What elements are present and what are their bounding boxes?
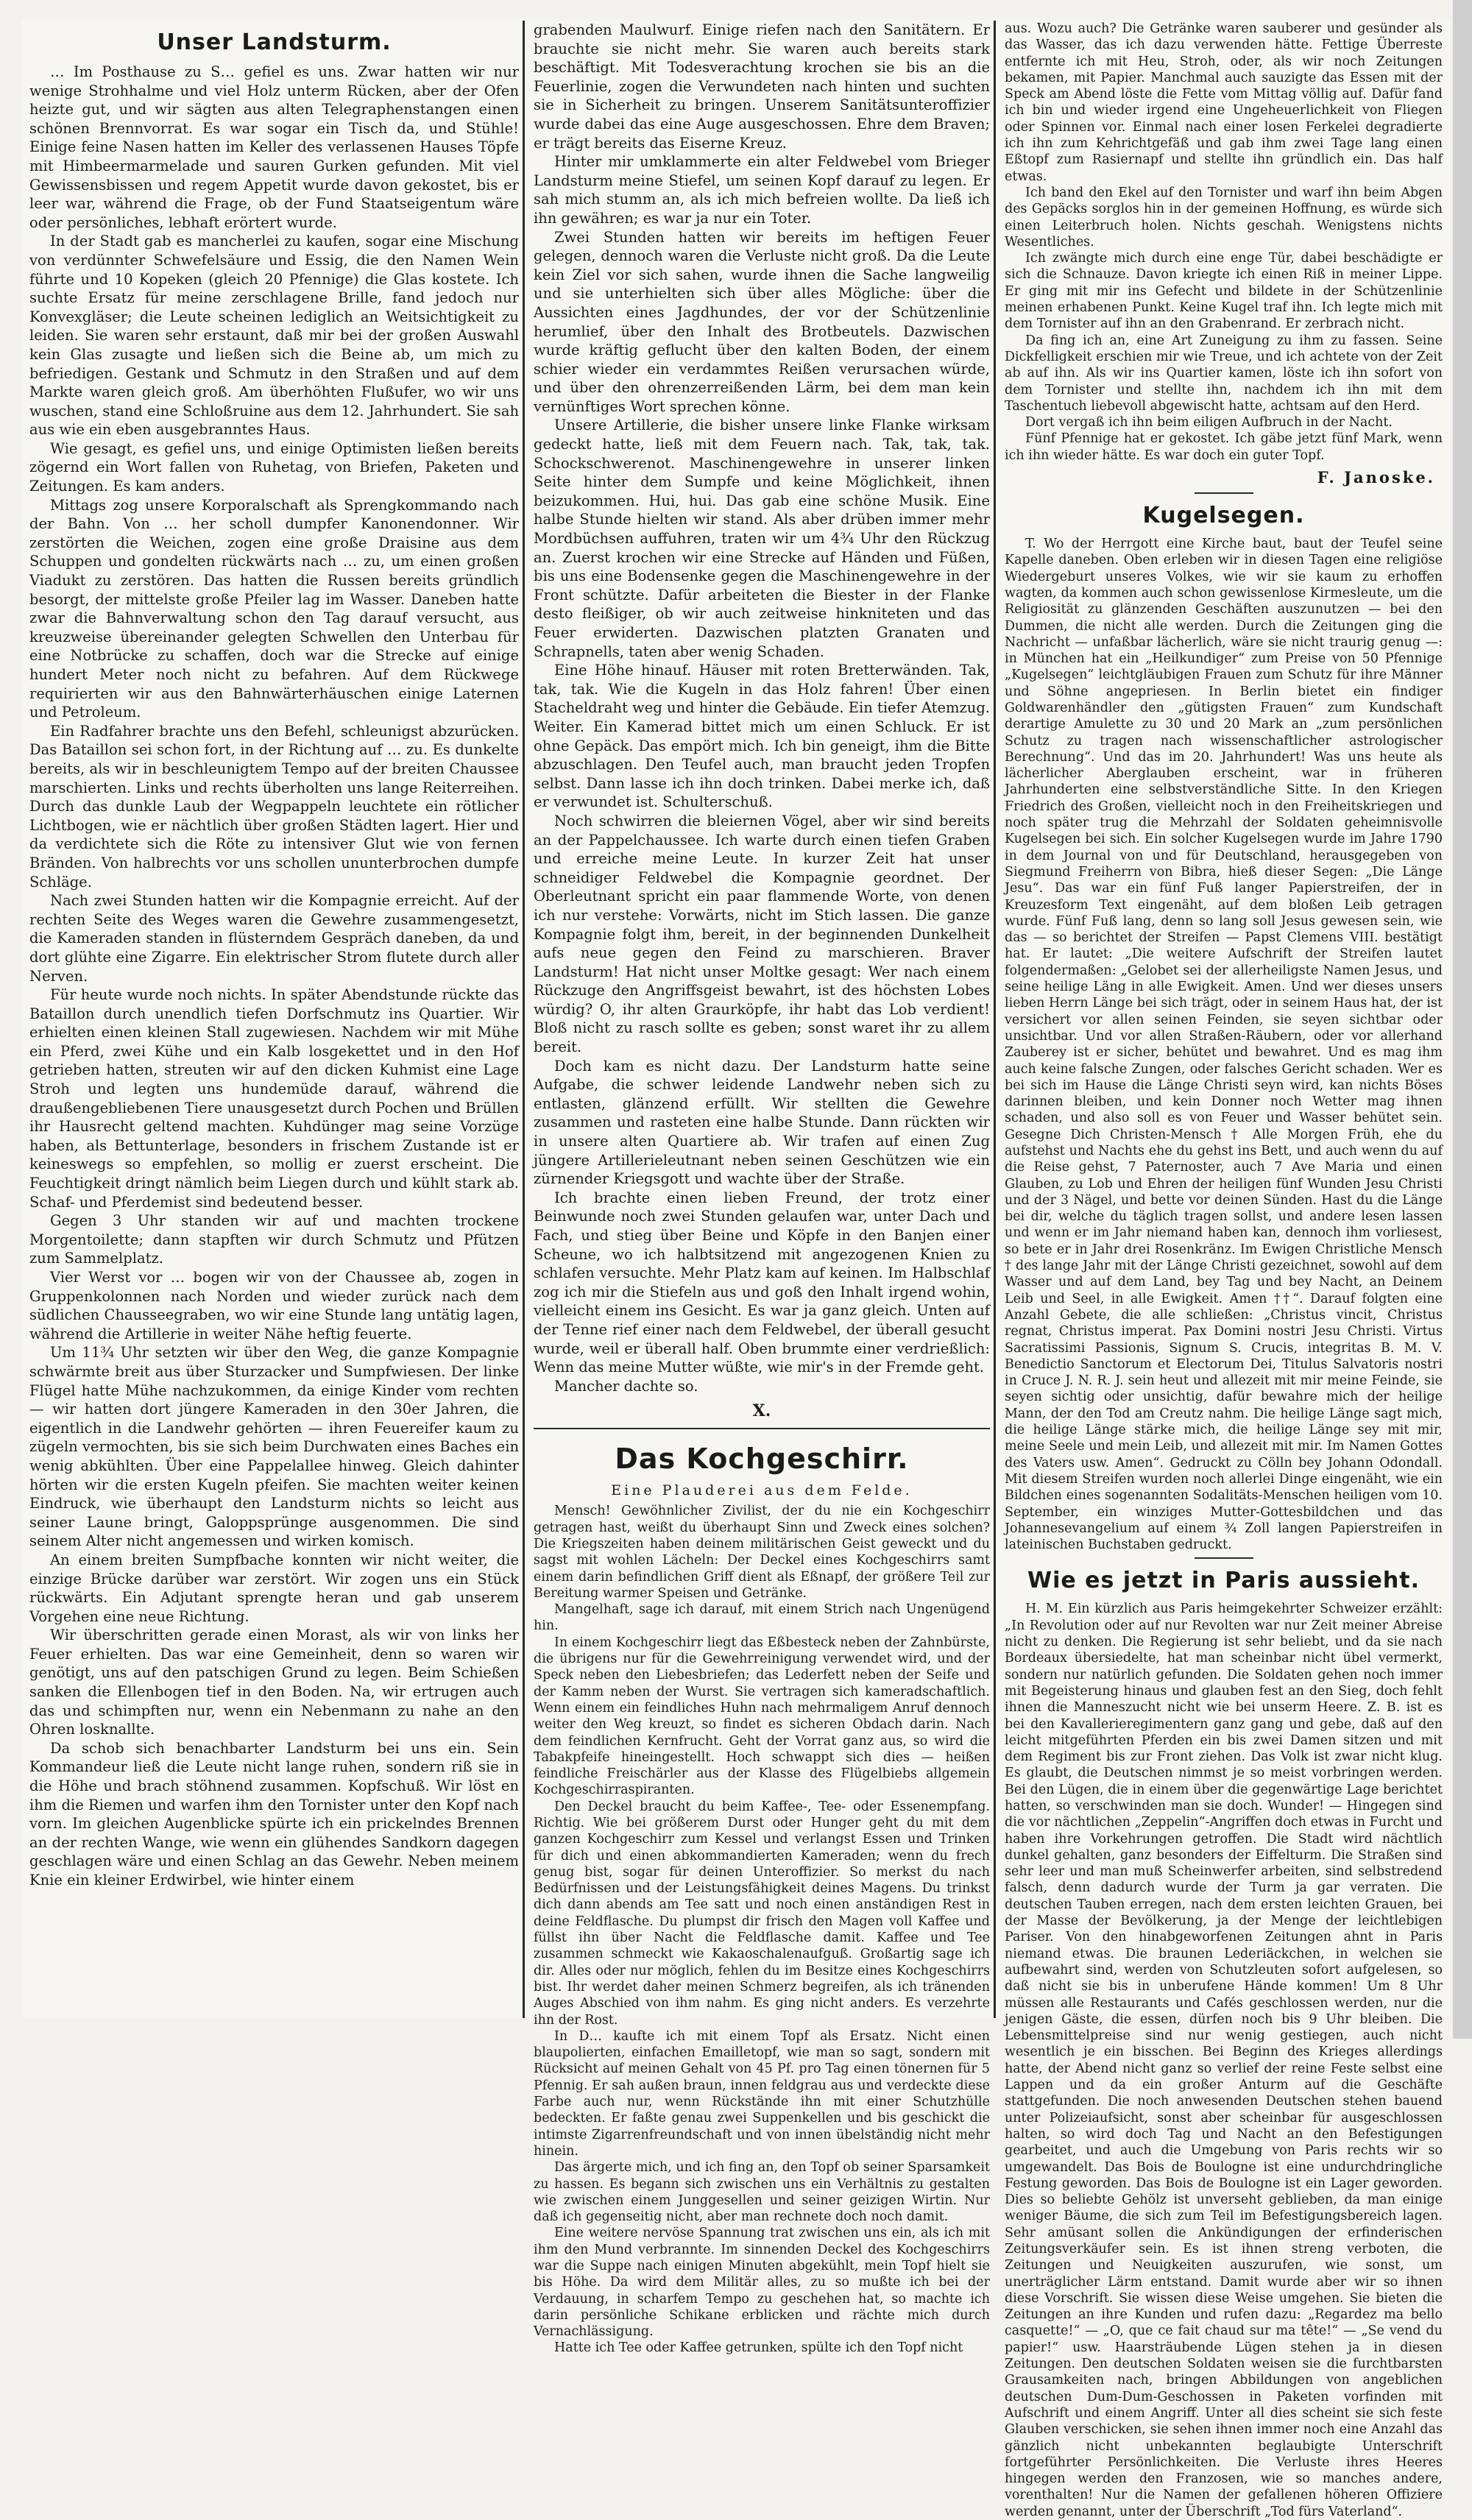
paragraph: Ich brachte einen lieben Freund, der trotz einer Beinwunde noch zwei Stunden gelaufen war, unter Dach und Fach, und stieg über Beine und Köpfe in den Banjen einer Scheune, wo ich halbtsitzend mit angezogenen Knien zu schlafen versuchte. Mehr Platz kam auf keinen. Im Halbschlaf zog ich mir die Stiefeln aus und goß den Inhalt irgend wohin, vielleicht einem ins Gesicht. Es war ja ganz gleich. Unten auf der Tenne rief einer nach dem Feldwebel, der überall gesucht wurde, weil er überall half. Oben brummte einer verdrießlich: Wenn das meine Mutter wüßte, wie mir's in der Fremde geht. xyxy=(534,1189,990,1376)
paragraph: T. Wo der Herrgott eine Kirche baut, baut der Teufel seine Kapelle daneben. Oben erleben wir in diesen Tagen eine religiöse Wiedergeburt unseres Volkes, wie wir sie kaum zu erhoffen wagten, da kommen auch schon gewissenlose Kirmesleute, um die Religiosität zu glänzenden Geschäften auszunutzen — bei den Dummen, die nicht alle werden. Durch die Zeitungen ging die Nachricht — unfaßbar lächerlich, wäre sie nicht traurig genug —: in München hat ein „Heilkundiger“ zum Preise von 50 Pfennige „Kugelsegen“ leichtgläubigen Frauen zum Schutz für ihre Männer und Söhne angepriesen. In Berlin bietet ein findiger Goldwarenhändler den „gütigsten Frauen“ zum Kundschaft derartige Amulette zu 30 und 20 Mark an „zum persönlichen Schutz zu tragen nach wissenschaftlicher astrologischer Berechnung“. Und das im 20. Jahrhundert! Was uns heute als lächerlicher Aberglauben erscheint, war in früheren Jahrhunderten eine selbstverständliche Sitte. In den Kriegen Friedrich des Großen, vielleicht noch in den Freiheitskriegen und noch später trug die Mehrzahl der Soldaten geheimnisvolle Kugelsegen bei sich. Ein solcher Kugelsegen wurde im Jahre 1790 in dem Journal von und für Deutschland, herausgegeben von Siegmund Freiherrn von Bibra, hieß dieser Segen: „Die Länge Jesu“. Das war ein fünf Fuß langer Papierstreifen, der in Kreuzesform Text eingenäht, auf dem bloßen Leib getragen wurde. Fünf Fuß lang, denn so lang soll Jesus gewesen sein, wie das — so berichtet der Streifen — Papst Clemens VIII. bestätigt hat. Er lautet: „Die weitere Aufschrift der Streifen lautet folgendermaßen: „Gelobet sei der allerheiligste Namen Jesus, und seine heilige Läng in alle Ewigkeit. Amen. Und wer dieses unsers lieben Herrn Länge bei sich trägt, oder in seinem Haus hat, der ist versichert vor allen seinen Feinden, sie seyen sichtbar oder unsichtbar. Und vor allen Straßen-Räubern, oder vor allerhand Zauberey ist er sicher, behütet und bewahret. Und es mag ihm auch keine falsche Zungen, oder falsches Gericht schaden. Wer es bei sich im Hause die Länge Christi seyn wird, kan nichts Böses darinnen bleiben, und kein Donner noch Wetter mag ihnen schaden, und also soll es von Feuer und Wasser behütet sein. Gesegne Dich Christen-Mensch † Alle Morgen Früh, ehe du aufstehst und Nachts ehe du gehst ins Bett, und auch wenn du auf die Reise gehst, 7 Paternoster, auch 7 Ave Maria und einen Glauben, zu Lob und Ehren der heiligen fünf Wunden Jesu Christi und der 3 Nägel, und bette vor deinen Sünden. Hast du die Länge bei dir, welche du täglich tragen sollst, und andere lesen lassen und wenn er im Jahr niemand haben kan, dennoch ihm vorliesest, so bete er in Jahr drei Rosenkränz. Im Ewigen Christliche Mensch † des lange Jahr mit der Länge Christi gezeichnet, sowohl auf dem Wasser und auf dem Land, bey Tag und bey Nacht, an Deinem Leib und Seel, in alle Ewigkeit. Amen ††“. Darauf folgten eine Anzahl Gebete, die alle schließen: „Christus vincit, Christus regnat, Christus imperat. Pax Domini nostri Jesu Christi. Virtus Sacratissimi Passionis, Signum S. Crucis, integritas B. M. V. Benedictio Sanctorum et Electorum Dei, Titulus Salvatoris nostri in Cruce J. N. R. J. sein heut und allezeit mit mir meine Feinde, sie seyen sichtig oder unsichtig, dafür bewahre mich der heilige Mann, der den Tod am Creutz nahm. Die heilige Länge sagt mich, die heilige Länge stärke mich, die heilige Länge sey mit mir, meine Seele und mein Leib, und allezeit mit mir. Im Namen Gottes des Vaters usw. Amen“. Gedruckt zu Cölln bey Johann Odondall. Mit diesem Streifen wurden noch allerlei Dinge eingenäht, wie ein Bildchen eines sogenannten Sodalitäts-Menschen heiligen vom 10. September, ein winziges Mutter-Gottesbildchen und das Johannesevangelium auf einem ¾ Zoll langen Papierstreifen in lateinischen Buchstaben gedruckt. xyxy=(1005,537,1443,1553)
paragraph: Dort vergaß ich ihn beim eiligen Aufbruch in der Nacht. xyxy=(1025,415,1393,431)
paragraph: Mittags zog unsere Korporalschaft als Sprengkommando nach der Bahn. Von … her scholl dumpfer Kanonendonner. Wir zerstörten die Weichen, zogen eine große Draisine aus dem Schuppen und gondelten rückwärts nach … zu, um einen großen Viadukt zu zerstören. Das hatten die Russen bereits gründlich besorgt, der mittelste große Pfeiler lag im Wasser. Daneben hatte zwar die Bahnverwaltung schon den Tag darauf versucht, aus kreuzweise übereinander gelegten Schwellen den Unterbau für eine Notbrücke zu schaffen, doch war die Strecke auf einige hundert Meter noch nicht zu befahren. Auf dem Rückwege requirierten wir aus den Bahnwärterhäuschen einige Laternen und Petroleum. xyxy=(29,496,519,721)
paragraph: Wir überschritten gerade einen Morast, als wir von links her Feuer erhielten. Das war eine Gemeinheit, denn so waren wir genötigt, uns auf den patschigen Grund zu legen. Beim Schießen sanken die Ellenbogen tief in den Boden. Na, wir ertrugen auch das und schimpften nur, wenn ein Nebenmann zu nahe an den Ohren losknallte. xyxy=(29,1627,519,1738)
paragraph: In D… kaufte ich mit einem Topf als Ersatz. Nicht einen blaupolierten, einfachen Emailletopf, wie man so sagt, sondern mit Rücksicht auf meinen Gehalt von 45 Pf. pro Tag einen tönernen für 5 Pfennig. Er sah außen braun, innen feldgrau aus und verdeckte diese Farbe auch nur, wenn Rückstände ihn mit einer Schutzhülle bedeckten. Er faßte genau zwei Suppenkellen und bis geschickt die intimste Zigarrenfreundschaft und von innen übelständig nicht mehr hinein. xyxy=(534,2028,990,2159)
article-divider xyxy=(534,1428,990,1429)
paragraph: Zwei Stunden hatten wir bereits im heftigen Feuer gelegen, dennoch waren die Verluste nicht groß. Da die Leute kein Ziel vor sich sahen, wurde ihnen die Sache langweilig und sie unterhielten sich über alles Mögliche: über die Aussichten eines Jagdhundes, der vor der Schützenlinie herumlief, über den Inhalt des Brotbeutels. Dazwischen wurde kräftig geflucht über den kalten Boden, der einem schier wieder ein verdammtes Reißen verursachen würde, und über den ohrenzerreißenden Lärm, bei dem man kein vernünftiges Wort sprechen könne. xyxy=(534,228,990,415)
paragraph: Um 11¾ Uhr setzten wir über den Weg, die ganze Kompagnie schwärmte breit aus über Sturzacker und Sumpfwiesen. Der linke Flügel hatte Mühe nachzukommen, da einige Kinder vom rechten — wir hatten dort jüngere Kameraden in den 30er Jahren, die eigentlich in die Landwehr gehörten — ihren Feuereifer kaum zu zügeln vermochten, bis sie sich beim Durchwaten eines Baches ein wenig abkühlten. Über eine Pappelallee hinweg. Gleich dahinter hörten wir die ersten Kugeln pfeifen. Sie machten weiter keinen Eindruck, wie überhaupt den Landsturm nichts so leicht aus seiner Laune bringt, Galoppsprünge ausgenommen. Die sind seinem Alter nicht angemessen und wirken komisch. xyxy=(29,1344,519,1550)
paragraph: Ich zwängte mich durch eine enge Tür, dabei beschädigte er sich die Schnauze. Davon kriegte ich einen Riß in meiner Lippe. Er ging mit mir ins Gefecht und bildete in der Schützenlinie meinen erhabenen Punkt. Keine Kugel traf ihn. Ich legte mich mit dem Tornister auf ihn an den Grabenrand. Er zerbrach nicht. xyxy=(1005,251,1443,332)
paragraph: Wie gesagt, es gefiel uns, und einige Optimisten ließen bereits zögernd ein Wort fallen von Ruhetag, von Briefen, Paketen und Zeitungen. Es kam anders. xyxy=(29,439,519,495)
author-signature: X. xyxy=(752,1401,771,1421)
paragraph: Ein Radfahrer brachte uns den Befehl, schleunigst abzurücken. Das Bataillon sei schon fort, in der Richtung auf … zu. Es dunkelte bereits, als wir in beschleunigtem Tempo auf der breiten Chaussee marschierten. Links und rechts überholten uns lange Reiterreihen. Durch das dunkle Laub der Wegpappeln leuchtete ein rötlicher Lichtbogen, wie er nächtlich über großen Städten lagert. Hier und da verdichtete sich die Röte zu intensiver Glut wie von fernen Bränden. Von halbrechts vor uns schollen ununterbrochen dumpfe Schläge. xyxy=(29,722,519,891)
paragraph: Mancher dachte so. xyxy=(554,1377,698,1395)
paragraph: In einem Kochgeschirr liegt das Eßbesteck neben der Zahnbürste, die übrigens nur für die Gewehrreinigung verwendet wird, und der Speck neben den Liebesbriefen; das Lederfett neben der Seife und der Kamm neben der Wurst. Sie vertragen sich kameradschaftlich. Wenn einem ein feindliches Huhn nach mehrmaligem Anruf dennoch weiter den Weg kreuzt, so findet es sicheren Obdach darin. Nach dem feindlichen Kernfrucht. Geht der Vorrat ganz aus, so wird die Tabakpfeife hineingestellt. Hoch schwappt sich dies — heißen feindliche Freischärler aus der Klasse des Flügelbiebs allgemein Kochgeschirraspiranten. xyxy=(534,1635,990,1798)
article-subtitle: Eine Plauderei aus dem Felde. xyxy=(611,1482,913,1499)
article-divider xyxy=(1195,1557,1253,1559)
paragraph: Fünf Pfennige hat er gekostet. Ich gäbe jetzt fünf Mark, wenn ich ihn wieder hätte. Es war doch ein guter Topf. xyxy=(1005,431,1443,463)
paragraph: grabenden Maulwurf. Einige riefen nach den Sanitätern. Er brauchte sie nicht mehr. Sie waren auch bereits stark beschäftigt. Mit Todesverachtung krochen sie bis an die Feuerlinie, zogen die Verwundeten nach hinten und suchten sie in Sicherheit zu bringen. Unserem Sanitätsunteroffizier wurde dabei das eine Auge ausgeschossen. Ehre dem Braven; er trägt bereits das Eiserne Kreuz. xyxy=(534,21,990,152)
paragraph: Mensch! Gewöhnlicher Zivilist, der du nie ein Kochgeschirr getragen hast, weißt du überhaupt Sinn und Zweck eines solchen? Die Kriegszeiten haben deinem militärischen Geist geweckt und du sagst mit wohlen Lächeln: Der Deckel eines Kochgeschirrs samt einem darin befindlichen Griff dient als Eßnapf, der größere Teil zur Bereitung warmer Speisen und Getränke. xyxy=(534,1504,990,1601)
column-1 xyxy=(22,21,526,2018)
paragraph: Da fing ich an, eine Art Zuneigung zu ihm zu fassen. Seine Dickfelligkeit erschien mir wie Treue, und ich achtete von der Zeit ab auf ihn. Als wir ins Quartier kamen, löste ich ihn sofort von dem Tornister und stellte ihn, nachdem ich ihn mit dem Taschentuch liebevoll abgewischt hatte, achtsam auf den Herd. xyxy=(1005,333,1443,414)
paragraph: Das ärgerte mich, und ich fing an, den Topf ob seiner Sparsamkeit zu hassen. Es begann sich zwischen uns ein Verhältnis zu gestalten wie zwischen einem Junggesellen und seiner geizigen Wirtin. Nur daß ich gegenseitig nicht, aber man rechnete doch noch damit. xyxy=(534,2160,990,2225)
newspaper-page xyxy=(22,21,1450,2519)
article-body xyxy=(534,21,990,1420)
paragraph: Für heute wurde noch nichts. In später Abendstunde rückte das Bataillon durch unendlich tiefen Dorfschmutz ins Quartier. Wir erhielten einen kleinen Stall zugewiesen. Nachdem wir mit Mühe ein Pferd, zwei Kühe und ein Kalb losgekettet und in den Hof getrieben hatten, streuten wir auf den dicken Kuhmist eine Lage Stroh und legten uns hundemüde darauf, während die draußengebliebenen Tiere unausgesetzt durch Pochen und Brüllen ihr Hausrecht geltend machten. Kuhdünger mag seine Vorzüge haben, als Bettunterlage, besonders in frischem Zustande ist er keineswegs so empfehlen, so mollig er zuerst erscheint. Die Feuchtigkeit dringt nämlich beim Liegen durch und kühlt stark ab. Schaf- und Pferdemist sind bedeutend besser. xyxy=(29,986,519,1211)
paragraph: Hinter mir umklammerte ein alter Feldwebel vom Brieger Landsturm meine Stiefel, um seinen Kopf darauf zu legen. Er sah mich stumm an, als ich mich befreien wollte. Da ließ ich ihn gewähren; es war ja nur ein Toter. xyxy=(534,153,990,227)
article-body xyxy=(1005,1601,1443,2520)
paragraph: aus. Wozu auch? Die Getränke waren sauberer und gesünder als das Wasser, das ich dazu verwenden hätte. Fettige Überreste entfernte ich mit Heu, Stroh, oder, als wir noch Zeitungen bekamen, mit Papier. Manchmal auch sauzigte das Essen mit der Speck am Abend löste die Fette vom Mittag völlig auf. Dafür fand ich bin und wieder irgend eine Ungeheuerlichkeit von Fliegen oder Spinnen vor. Einmal nach einer losen Ferkelei degradierte ich ihn zum Kehrichtgefäß und gab ihm zwei Tage lang einen Eßtopf zum Rasiernapf und stellte ihn gründlich ein. Das half etwas. xyxy=(1005,21,1443,184)
paragraph: Unsere Artillerie, die bisher unsere linke Flanke wirksam gedeckt hatte, ließ mit dem Feuern nach. Tak, tak, tak. Schockschwerenot. Maschinengewehre in unserer linken Seite hinter dem Sumpfe und keine Möglichkeit, ihnen beizukommen. Hui, hui. Das gab eine schöne Musik. Eine halbe Stunde hielten wir stand. Als aber drüben immer mehr Mordbüchsen auffuhren, traten wir um 4¾ Uhr den Rückzug an. Zuerst krochen wir eine Strecke auf Händen und Füßen, bis uns eine Bodensenke gegen die Maschinengewehre in der Front schützte. Dafür arbeiteten die Biester in der Flanke desto fleißiger, ob wir auch zeitweise hinkniteten und das Feuer erwiderten. Dazwischen platzten Granaten und Schrapnells, taten aber wenig Schaden. xyxy=(534,417,990,660)
paragraph: Den Deckel braucht du beim Kaffee-, Tee- oder Essenempfang. Richtig. Wie bei größerem Durst oder Hunger geht du mit dem ganzen Kochgeschirr zum Kessel und verlangst Essen und Trinken für dich und einen abkommandierten Kameraden; wenn du frech genug bist, sogar für deinen Unteroffizier. So merkst du nach Bedürfnissen und der Leistungsfähigkeit deines Magens. Du trinkst dich dann abends am Tee satt und noch einen anständigen Rest in deine Feldflasche. Du plumpst dir frisch den Magen voll Kaffee und füllst ihn über Nacht die Feldflasche damit. Kaffee und Tee zusammen schmeckt wie Kakaoschalenaufguß. Großartig sage ich dir. Alles oder nur möglich, fehlen du im Besitze eines Kochgeschirrs bist. Ihr werdet daher meinen Schmerz begreifen, als ich tränenden Auges Abschied von ihm nahm. Es ging nicht anders. Es verzehrte ihn der Rost. xyxy=(534,1799,990,2028)
article-body xyxy=(1005,21,1443,486)
paragraph: Eine weitere nervöse Spannung trat zwischen uns ein, als ich mit ihm den Mund verbrannte. Im sinnenden Deckel des Kochgeschirrs war die Suppe nach einigen Minuten abgekühlt, mein Topf hielt sie bis Höhe. Da wird dem Militär alles, zu so mußte ich bei der Verdauung, in scharfem Tempo zu geschehen hat, so machte ich darin persönliche Schikane erblicken und rächte mich durch Vernachlässigung. xyxy=(534,2226,990,2340)
paragraph: Gegen 3 Uhr standen wir auf und machten trockene Morgentoilette; dann stapften wir durch Schmutz und Pfützen zum Sammelplatz. xyxy=(29,1212,519,1267)
paragraph: Eine Höhe hinauf. Häuser mit roten Bretterwänden. Tak, tak, tak. Wie die Kugeln in das Holz fahren! Über einen Stacheldraht weg und hinter die Gebäude. Ein tiefer Atemzug. Weiter. Ein Kamerad bittet mich um einen Schluck. Er ist ohne Gepäck. Das empört mich. Ich bin geneigt, ihm die Bitte abzuschlagen. Den Teufel auch, man braucht jeden Tropfen selbst. Dann lasse ich ihn doch trinken. Dabei merke ich, daß er verwundet ist. Schulterschuß. xyxy=(534,662,990,811)
article-title: Wie es jetzt in Paris aussieht. xyxy=(1027,1568,1420,1594)
paragraph: Noch schwirren die bleiernen Vögel, aber wir sind bereits an der Pappelchaussee. Ich warte durch einen tiefen Graben und erreiche meine Leute. In kurzer Zeit hat unser schneidiger Feldwebel die Kompagnie geordnet. Der Oberleutnant spricht ein paar flammende Worte, von denen ich nur verstehe: Vorwärts, nicht im Stich lassen. Die ganze Kompagnie folgt ihm, bereit, in der beginnenden Dunkelheit aufs neue gegen den Feind zu marschieren. Braver Landsturm! Hat nicht unser Moltke gesagt: Wer nach einem Rückzuge den Angriffsgeist bewahrt, ist des höchsten Lobes würdig? O, ihr alten Graurköpfe, ihr habt das Lob verdient! Bloß nicht zu rasch sollte es geben; sonst waret ihr zu allem bereit. xyxy=(534,812,990,1056)
paragraph: An einem breiten Sumpfbache konnten wir nicht weiter, die einzige Brücke darüber war zerstört. Wir zogen uns ein Stück rückwärts. Ein Adjutant sprengte heran und gab unserem Vorgehen eine neue Richtung. xyxy=(29,1551,519,1625)
article-title: Kugelsegen. xyxy=(1142,503,1305,529)
paragraph: Hatte ich Tee oder Kaffee getrunken, spülte ich den Topf nicht xyxy=(554,2340,963,2356)
article-body xyxy=(534,1503,990,2356)
paragraph: Nach zwei Stunden hatten wir die Kompagnie erreicht. Auf der rechten Seite des Weges waren die Gewehre zusammengesetzt, die Kameraden standen in flüsterndem Gespräch daneben, da und dort glühte eine Zigarre. Ein elektrischer Strom flutete durch aller Nerven. xyxy=(29,892,519,985)
article-title: Das Kochgeschirr. xyxy=(615,1443,909,1476)
paragraph: Da schob sich benachbarter Landsturm bei uns ein. Sein Kommandeur ließ die Leute nicht lange ruhen, sondern riß sie in die Höhe und brach stöhnend zusammen. Kopfschuß. Wir löst en ihm die Riemen und warfen ihm den Tornister unter den Kopf nach vorn. Im gleichen Augenblicke spürte ich ein prickelndes Brennen an der rechten Wange, wie wenn ein glühendes Sandkorn dagegen geschlagen wäre und einen Schlag an das Gewehr. Neben meinem Knie ein kleiner Erdwirbel, wie hinter einem xyxy=(29,1739,519,1889)
article-body xyxy=(1005,536,1443,1553)
paragraph: H. M. Ein kürzlich aus Paris heimgekehrter Schweizer erzählt: „In Revolution oder auf nur Revolten war nur Zeit meiner Abreise nicht zu denken. Die Regierung ist sehr beliebt, und da sie nach Bordeaux übersiedelte, hat man scheinbar nicht übel vermerkt, sondern nur natürlich gefunden. Die Soldaten gehen noch immer mit Begeisterung hinaus und glauben fest an den Sieg, doch fehlt ihnen die Manneszucht nicht wie bei unserm Heere. Z. B. ist es bei den Kavallerieregimentern ganz gang und gebe, daß auf den leicht mitgeführten Pferden ein bis zwei Damen sitzen und mit dem Regiment bis zur Front ziehen. Das Volk ist zwar nicht klug. Es glaubt, die Deutschen nimmst je so meist vorbringen werden. Bei den Lügen, die in einem über die gegenwärtige Lage berichtet hatten, so verschwinden man sie doch. Wunder! — Hingegen sind die vor nächtlichen „Zeppelin“-Angriffen doch etwas in Furcht und haben ihre Vorkehrungen getroffen. Die Stadt wird nächtlich dunkel gehalten, ganz besonders der Eiffelturm. Die Straßen sind sehr leer und man muß Scheinwerfer arbeiten, sind selbstredend falsch, denn dadurch wurde der Turm ja gar verraten. Die deutschen Tauben erregen, nach dem ersten leichten Grauen, bei der Masse der Bevölkerung, ja der Menge der leichtlebigen Pariser. Von den hinabgeworfenen Zeitungen ahnt in Paris niemand etwas. Die braunen Lederiäckchen, in welchen sie aufbewahrt sind, werden von Schutzleuten sofort aufgelesen, so daß nicht sie bis in unberufene Hände kommen! Um 8 Uhr müssen alle Restaurants und Cafés geschlossen werden, nur die jenigen Gäste, die essen, dürfen noch bis 9 Uhr bleiben. Die Lebensmittelpreise sind nur wenig gestiegen, auch nicht wesentlich je ein bisschen. Bei Beginn des Krieges allerdings hatte, der Abend nicht ganz so verlief der reine Feste selbst eine Lappen und da ein großer Anturm auf die Geschäfte stattgefunden. Die noch anwesenden Deutschen stehen bauend unter Polizeiaufsicht, sonst aber scheinbar für ausgeschlossen halten, so wird doch Tag und Nacht an den Befestigungen gearbeitet, und auch die Umgebung von Paris rechts wir so umgewandelt. Das Bois de Boulogne ist eine undurchdringliche Festung geworden. Das Bois de Boulogne ist ein Lager geworden. Dies so beliebte Gehölz ist unverseht geblieben, da man einige weniger Bäume, die sich zum Teil im Befestigungsbereich lagen. Sehr amüsant sollen die Ankündigungen der erfinderischen Zeitungsverkäufer sein. Es ist ihnen streng verboten, die Zeitungen und Neuigkeiten auszurufen, wie sonst, um unerträglicher Lärm entstand. Damit wurde aber wir so ihnen diese Vorschrift. Sie wissen diese Weise umgehen. Sie bieten die Zeitungen an ihre Kunden und rufen dazu: „Regardez ma bello casquette!“ — „O, que ce fait chaud sur ma tête!“ — „Se vend du papier!“ usw. Haarsträubende Lügen stehen ja in diesen Zeitungen. Den deutschen Soldaten weisen sie die furchtbarsten Grausamkeiten nach, bringen Abbildungen von angeblichen deutschen Dum-Dum-Geschossen in Paketen vorfinden mit Aufschrift und einem Angriff. Unter all dies scheint sie sich feste Glauben verschicken, sie sehen ihnen immer noch eine Anzahl das gänzlich nicht unbekannten beglaubigte Unterschrift fortgeführter Persönlichkeiten. Die Verluste ihres Heeres hingegen werden den Franzosen, wie so manches andere, vorenthalten! Nur die Namen der gefallenen höheren Offiziere werden genannt, unter der Überschrift „Tod fürs Vaterland“. xyxy=(1005,1601,1443,2519)
paragraph: In der Stadt gab es mancherlei zu kaufen, sogar eine Mischung von verdünnter Schwefelsäure und Essig, die den Namen Wein führte und 10 Kopeken (gleich 20 Pfennige) die Glas kostete. Ich suchte Ersatz für meine zerschlagene Brille, fand jedoch nur Konvexgläser; die Leute scheinen lediglich an Weitsichtigkeit zu leiden. Sie waren sehr erstaunt, daß mir bei der großen Auswahl kein Glas zusagte und ließen sich die Beine ab, um mich zu befriedigen. Gestank und Schmutz in den Straßen und auf dem Markte waren gleich groß. Am überhöhten Flußufer, wo wir uns wuschen, stand eine Schloßruine aus dem 12. Jahrhundert. Sie sah aus wie ein eben ausgebranntes Haus. xyxy=(29,233,519,439)
column-3 xyxy=(997,21,1450,2519)
paragraph: Doch kam es nicht dazu. Der Landsturm hatte seine Aufgabe, die schwer leidende Landwehr neben sich zu entlasten, glänzend erfüllt. Wir stellten die Gewehre zusammen und rasteten eine halbe Stunde. Dann rückten wir in unsere alten Quartiere ab. Wir trafen auf einen Zug jüngere Artillerieleutnant neben seinen Geschützen wie ein zürnender Kriegsgott und wachte über der Straße. xyxy=(534,1057,990,1188)
paragraph: … Im Posthause zu S… gefiel es uns. Zwar hatten wir nur wenige Strohhalme und viel Holz unterm Rücken, aber der Ofen heizte gut, und wir sägten aus alten Telegraphenstangen einen schönen Brennvorrat. Es war sogar ein Tisch da, und Stühle! Einige feine Nasen hatten im Keller des verlassenen Hauses Töpfe mit Himbeermarmelade und sauren Gurken gefunden. Mit viel Gewissensbissen und regem Appetit wurde davon gekostet, bis er leer war, während die Frage, ob der Fund Staatseigentum wäre oder persönliches, lebhaft erörtert wurde. xyxy=(29,63,519,231)
column-2 xyxy=(526,21,997,2356)
scan-edge xyxy=(1453,0,1472,2039)
paragraph: Vier Werst vor … bogen wir von der Chaussee ab, zogen in Gruppenkolonnen nach Norden und wieder zurück nach dem südlichen Chausseegraben, wo wir eine Stunde lang untätig lagen, während die Artillerie in weiter Nähe heftig feuerte. xyxy=(29,1269,519,1342)
article-body xyxy=(29,63,519,1890)
article-title: Unser Landsturm. xyxy=(157,29,392,55)
article-divider xyxy=(1195,492,1253,494)
paragraph: Ich band den Ekel auf den Tornister und warf ihn beim Abgen des Gepäcks sorglos hin in der gemeinen Hoffnung, es würde sich einen Leiterbruch holen. Nichts geschah. Wenigstens nichts Wesentliches. xyxy=(1005,185,1443,249)
paragraph: Mangelhaft, sage ich darauf, mit einem Strich nach Ungenügend hin. xyxy=(534,1602,990,1634)
author-signature: F. Janoske. xyxy=(1317,468,1435,487)
